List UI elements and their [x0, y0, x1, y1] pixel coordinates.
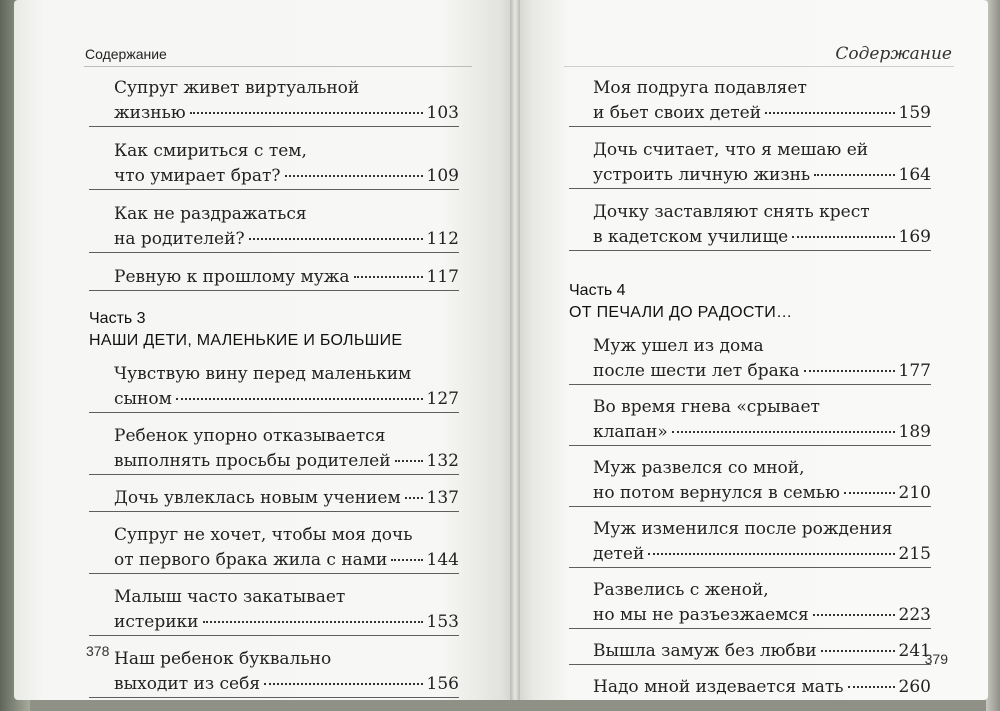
- toc-entry-line: [114, 585, 459, 610]
- part-title: НАШИ ДЕТИ, МАЛЕНЬКИЕ И БОЛЬШИЕ: [89, 332, 403, 349]
- toc-page-number: 223: [898, 605, 931, 625]
- dot-leader: [672, 431, 895, 433]
- toc-entry-line: [114, 362, 459, 387]
- dot-leader: [354, 276, 423, 278]
- toc-entry-text: Чувствую вину перед маленьким: [114, 364, 412, 384]
- toc-entry-text: в кадетском училище: [593, 227, 789, 247]
- toc-entry-line: [593, 517, 931, 542]
- toc-entry-text: Ребенок упорно отказывается: [114, 426, 386, 446]
- toc-entry-text: Надо мной издевается мать: [593, 677, 844, 697]
- toc-entry: [569, 578, 931, 629]
- background-right: [986, 0, 1000, 711]
- toc-entry-line: [593, 163, 931, 188]
- toc-entry-line: [114, 424, 459, 449]
- dot-leader: [249, 238, 423, 240]
- toc-entry-text: Во время гнева «срывает: [593, 397, 820, 417]
- toc-entry-line: [114, 202, 459, 227]
- toc-entry-line: [114, 387, 459, 412]
- toc-entry-text: Ревную к прошлому мужа: [114, 267, 350, 287]
- toc-right: [569, 76, 931, 700]
- dot-leader: [813, 614, 895, 616]
- toc-entry-text: Дочь увлеклась новым учением: [114, 488, 401, 508]
- toc-entry-text: Развелись с женой,: [593, 580, 769, 600]
- toc-entry-text: клапан»: [593, 422, 668, 442]
- header-rule: [564, 66, 954, 67]
- dot-leader: [821, 650, 895, 652]
- toc-entry: [89, 362, 459, 413]
- toc-entry-text: Как не раздражаться: [114, 204, 307, 224]
- dot-leader: [176, 398, 423, 400]
- part-heading: [569, 280, 931, 324]
- toc-entry-text: Как смириться с тем,: [114, 141, 307, 161]
- toc-page-number: 210: [898, 483, 931, 503]
- toc-entry-line: [593, 456, 931, 481]
- toc-entry: [569, 517, 931, 568]
- toc-page-number: 159: [898, 103, 931, 123]
- toc-entry-line: [593, 359, 931, 384]
- toc-entry-line: [593, 138, 931, 163]
- toc-entry: [569, 675, 931, 700]
- toc-entry-line: [593, 225, 931, 250]
- toc-entry-line: [593, 395, 931, 420]
- toc-page-number: 164: [898, 165, 931, 185]
- toc-entry-line: [593, 76, 931, 101]
- toc-entry: [89, 139, 459, 190]
- book-spine: [510, 0, 520, 700]
- toc-entry-text: детей: [593, 544, 645, 564]
- toc-entry-text: но потом вернулся в семью: [593, 483, 840, 503]
- toc-page-number: 260: [898, 677, 931, 697]
- toc-entry-text: Вышла замуж без любви: [593, 641, 817, 661]
- running-head: Содержание: [85, 46, 167, 62]
- toc-page-number: 112: [426, 229, 459, 249]
- toc-entry: [89, 424, 459, 475]
- toc-entry: [89, 647, 459, 698]
- toc-page-number: 117: [426, 267, 459, 287]
- toc-left: [89, 76, 459, 698]
- toc-entry: [89, 202, 459, 253]
- toc-entry-line: [593, 578, 931, 603]
- toc-entry-text: на родителей?: [114, 229, 245, 249]
- toc-entry: [89, 486, 459, 512]
- toc-page-number: 169: [898, 227, 931, 247]
- toc-entry-line: [114, 139, 459, 164]
- toc-entry-line: [114, 610, 459, 635]
- toc-entry-line: [593, 200, 931, 225]
- toc-entry-line: [114, 265, 459, 290]
- toc-page-number: 103: [426, 103, 459, 123]
- toc-entry: [89, 265, 459, 291]
- part-entries-group: [89, 362, 459, 698]
- toc-entry-line: [114, 227, 459, 252]
- dot-leader: [203, 621, 423, 623]
- toc-entry-line: [114, 548, 459, 573]
- toc-page-number: 177: [898, 361, 931, 381]
- header-rule: [84, 66, 472, 67]
- toc-entry-text: Дочь считает, что я мешаю ей: [593, 140, 869, 160]
- dot-leader: [804, 370, 895, 372]
- toc-entry: [89, 523, 459, 574]
- toc-entry-text: от первого брака жила с нами: [114, 550, 388, 570]
- toc-page-number: 132: [426, 451, 459, 471]
- toc-entry-text: устроить личную жизнь: [593, 165, 811, 185]
- dot-leader: [285, 175, 423, 177]
- toc-entry-line: [593, 639, 931, 664]
- page-number: 378: [86, 643, 110, 659]
- toc-entry-line: [114, 672, 459, 697]
- toc-page-number: 127: [426, 389, 459, 409]
- dot-leader: [405, 497, 423, 499]
- toc-entry-line: [114, 523, 459, 548]
- dot-leader: [814, 174, 894, 176]
- toc-entry-text: после шести лет брака: [593, 361, 800, 381]
- left-page: [14, 0, 516, 700]
- toc-entry-text: Супруг не хочет, чтобы моя дочь: [114, 525, 413, 545]
- toc-entry: [89, 76, 459, 127]
- right-page: [514, 0, 988, 700]
- part-label: Часть 3: [89, 310, 146, 327]
- toc-entry-line: [593, 420, 931, 445]
- toc-entry-line: [593, 334, 931, 359]
- toc-entry-text: и бьет своих детей: [593, 103, 762, 123]
- toc-entry-line: [114, 647, 459, 672]
- toc-entry-line: [593, 603, 931, 628]
- toc-entry-line: [114, 449, 459, 474]
- toc-page-number: 156: [426, 674, 459, 694]
- toc-page-number: 144: [426, 550, 459, 570]
- dot-leader: [391, 559, 422, 561]
- toc-page-number: 137: [426, 488, 459, 508]
- toc-entry-text: Малыш часто закатывает: [114, 587, 346, 607]
- toc-entry-line: [114, 164, 459, 189]
- part-heading: [89, 308, 459, 352]
- toc-entry-text: Моя подруга подавляет: [593, 78, 807, 98]
- running-head: Содержание: [835, 44, 952, 64]
- dot-leader: [844, 492, 895, 494]
- toc-entry-line: [114, 76, 459, 101]
- part-entries-group: [569, 334, 931, 700]
- dot-leader: [264, 683, 422, 685]
- toc-page-number: 241: [898, 641, 931, 661]
- toc-entry-text: Дочку заставляют снять крест: [593, 202, 870, 222]
- dot-leader: [848, 686, 895, 688]
- toc-entry-text: истерики: [114, 612, 199, 632]
- toc-page-number: 109: [426, 166, 459, 186]
- toc-entry-text: Супруг живет виртуальной: [114, 78, 360, 98]
- dot-leader: [792, 236, 894, 238]
- toc-entry-text: Муж ушел из дома: [593, 336, 764, 356]
- toc-entry-line: [593, 101, 931, 126]
- dot-leader: [765, 112, 894, 114]
- toc-entry: [569, 639, 931, 665]
- toc-entry-line: [593, 542, 931, 567]
- entries-group: [89, 76, 459, 291]
- toc-entry-text: жизнью: [114, 103, 186, 123]
- toc-entry-text: выполнять просьбы родителей: [114, 451, 391, 471]
- part-label: Часть 4: [569, 282, 626, 299]
- toc-entry-text: Наш ребенок буквально: [114, 649, 332, 669]
- part-title: ОТ ПЕЧАЛИ ДО РАДОСТИ…: [569, 304, 793, 321]
- dot-leader: [648, 553, 894, 555]
- toc-entry: [569, 334, 931, 385]
- toc-entry-line: [114, 101, 459, 126]
- toc-entry: [89, 585, 459, 636]
- toc-entry: [569, 138, 931, 189]
- dot-leader: [395, 460, 423, 462]
- toc-entry: [569, 200, 931, 251]
- toc-page-number: 153: [426, 612, 459, 632]
- toc-entry: [569, 456, 931, 507]
- toc-entry-text: но мы не разъезжаемся: [593, 605, 809, 625]
- toc-entry: [569, 395, 931, 446]
- toc-page-number: 215: [898, 544, 931, 564]
- toc-entry-text: сыном: [114, 389, 172, 409]
- dot-leader: [190, 112, 423, 114]
- toc-entry-line: [593, 481, 931, 506]
- toc-page-number: 189: [898, 422, 931, 442]
- toc-entry-text: выходит из себя: [114, 674, 261, 694]
- toc-entry-line: [593, 675, 931, 700]
- toc-entry-text: Муж развелся со мной,: [593, 458, 805, 478]
- toc-entry: [569, 76, 931, 127]
- entries-group: [569, 76, 931, 251]
- page-number: 379: [924, 651, 948, 667]
- toc-entry-line: [114, 486, 459, 511]
- toc-entry-text: что умирает брат?: [114, 166, 281, 186]
- toc-entry-text: Муж изменился после рождения: [593, 519, 893, 539]
